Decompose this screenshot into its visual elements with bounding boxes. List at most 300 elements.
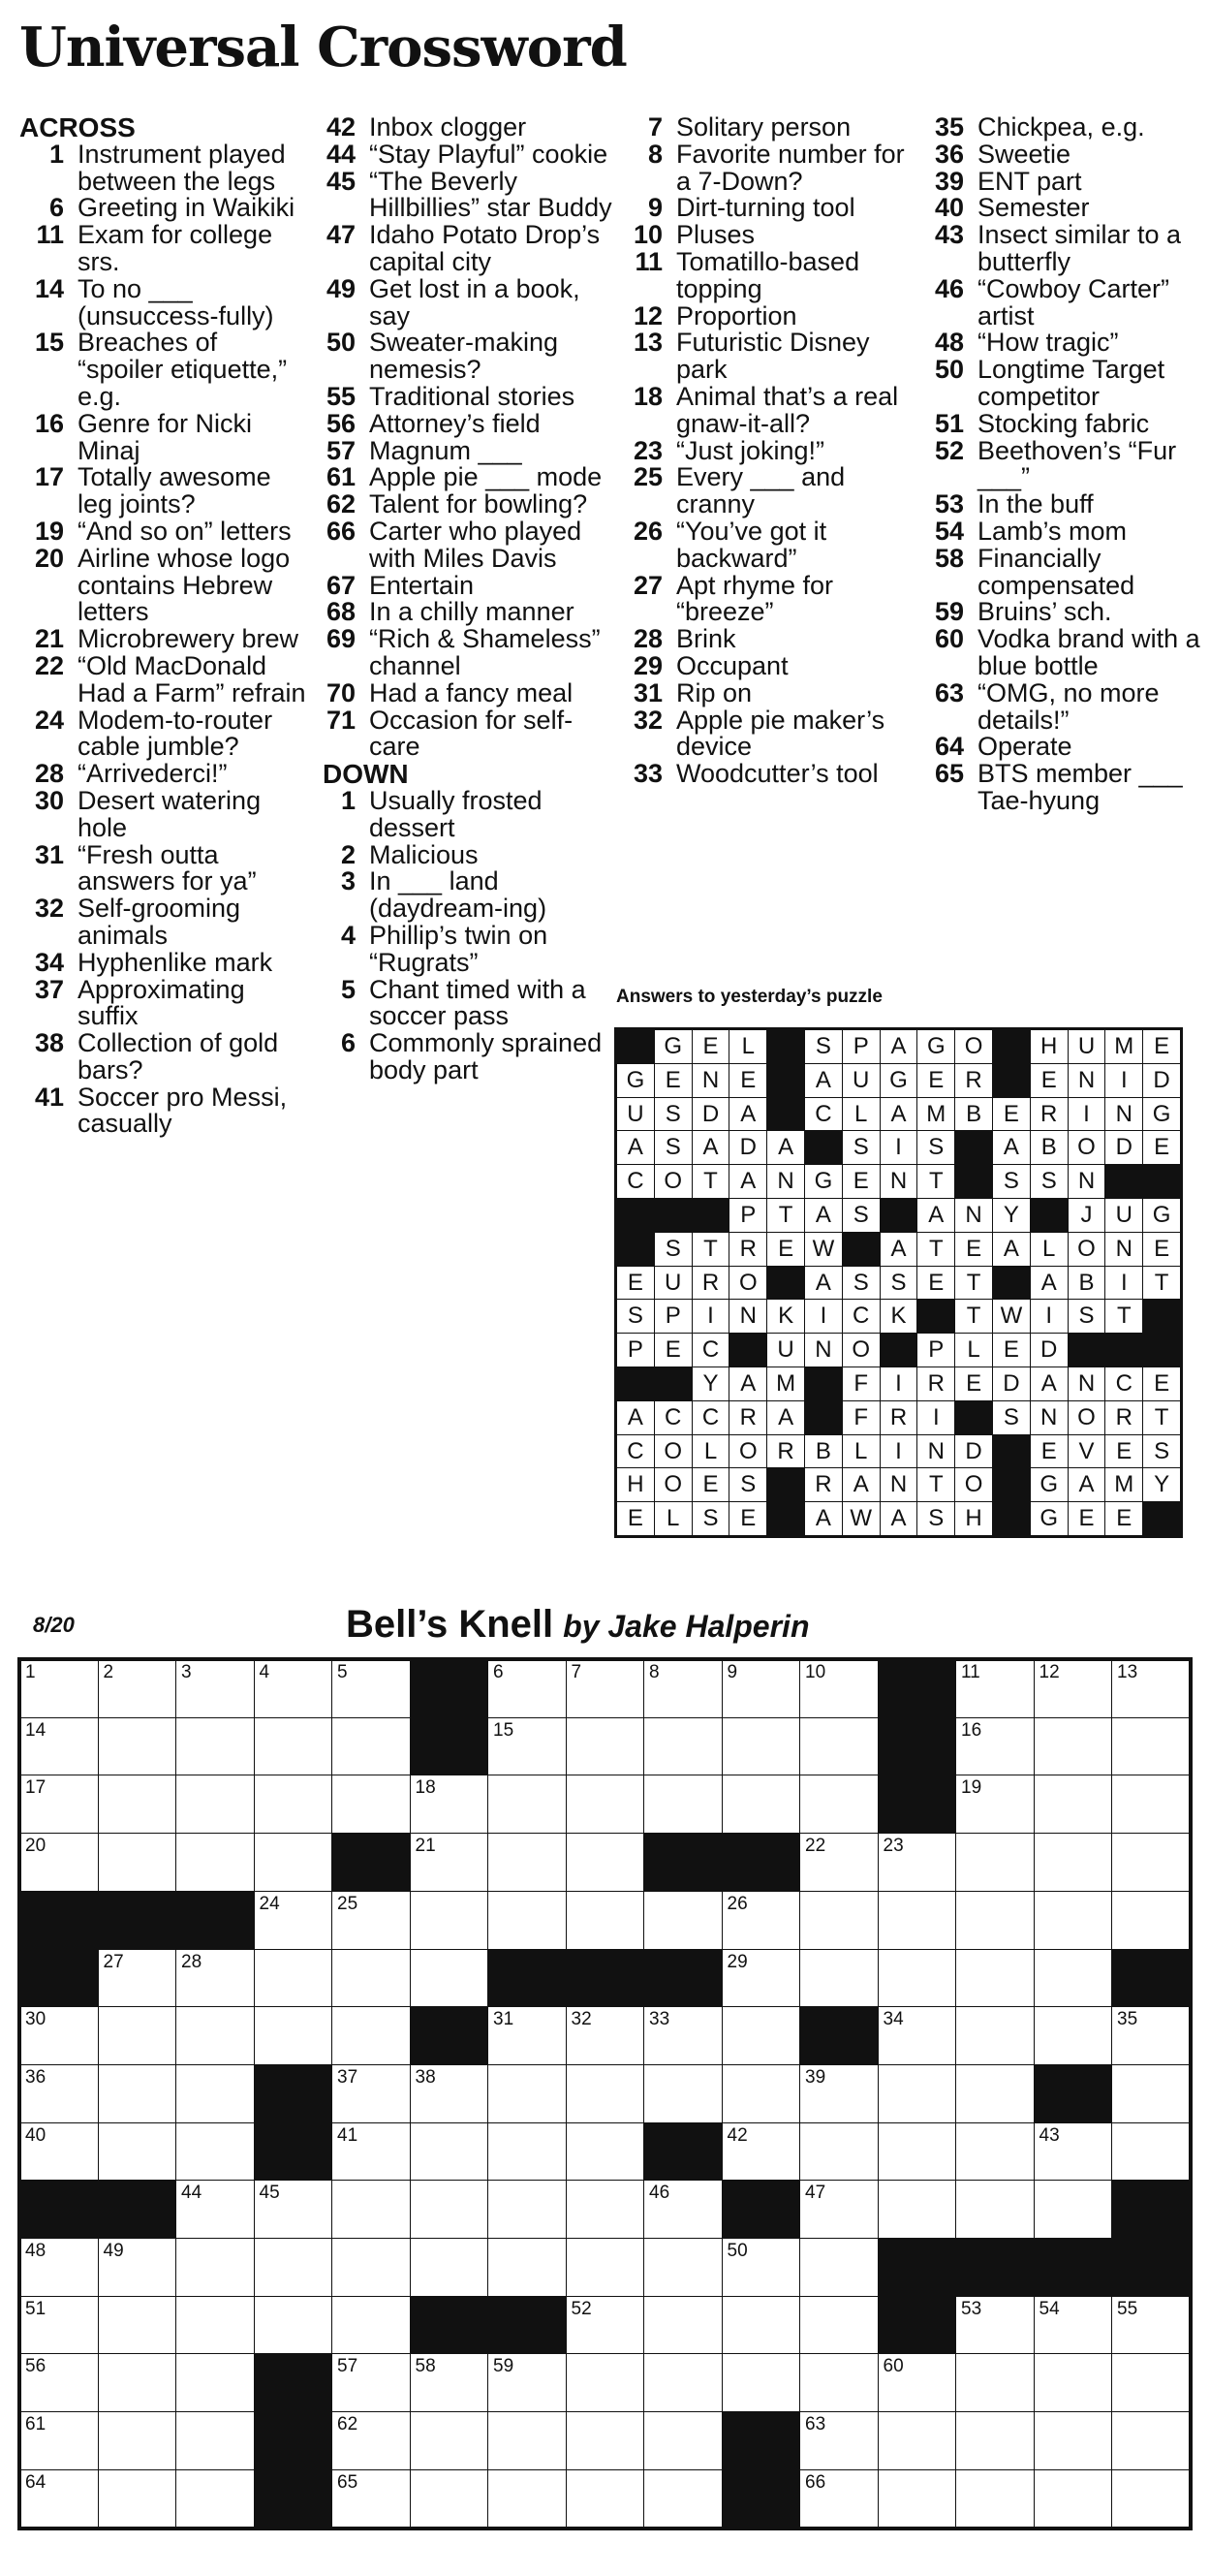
grid-cell[interactable] [254,1717,333,1776]
grid-cell[interactable] [254,2006,333,2065]
answer-cell: R [766,1434,805,1469]
clue-text: “OMG, no more details!” [977,677,1160,735]
grid-cell[interactable] [1111,2006,1191,2065]
grid-cell[interactable] [98,1833,177,1892]
grid-cell[interactable] [955,1891,1035,1950]
grid-cell[interactable] [566,2353,645,2412]
puzzle-byline: by Jake Halperin [563,1609,810,1644]
grid-cell[interactable] [722,1659,801,1718]
grid-cell[interactable] [487,2353,567,2412]
grid-cell[interactable] [487,2122,567,2182]
grid-cell[interactable] [98,2411,177,2470]
grid-cell[interactable] [254,1659,333,1718]
grid-block [254,2469,333,2529]
grid-cell[interactable] [1034,2122,1113,2182]
grid-cell[interactable] [331,1659,411,1718]
clue-down-53 [931,491,1207,518]
answer-cell: U [616,1097,655,1132]
clue-down-13 [630,330,920,384]
grid-cell[interactable] [566,2296,645,2355]
grid-cell[interactable] [722,2353,801,2412]
grid-cell[interactable] [1034,2469,1113,2529]
grid-cell[interactable] [19,2122,99,2182]
answer-block [766,1467,805,1502]
grid-cell[interactable] [487,2006,567,2065]
answer-cell: N [1104,1097,1143,1132]
grid-cell[interactable] [955,1833,1035,1892]
cell-number: 62 [337,2414,358,2435]
answer-cell: S [1068,1299,1106,1334]
grid-cell[interactable] [955,2469,1035,2529]
grid-cell[interactable] [175,2353,255,2412]
grid-cell[interactable] [1034,2006,1113,2065]
answer-cell: E [654,1063,693,1098]
grid-cell[interactable] [799,2238,879,2297]
grid-cell[interactable] [955,2006,1035,2065]
grid-cell[interactable] [331,1949,411,2008]
grid-cell[interactable] [1111,2296,1191,2355]
grid-cell[interactable] [331,1717,411,1776]
clue-number: 1 [48,139,64,169]
grid-cell[interactable] [643,2411,723,2470]
grid-cell[interactable] [799,2296,879,2355]
answer-cell: M [1104,1467,1143,1502]
cell-number: 21 [415,1836,436,1857]
answer-cell: Y [692,1367,730,1401]
grid-cell[interactable] [878,2006,957,2065]
grid-cell[interactable] [566,2122,645,2182]
cell-number: 38 [415,2066,436,2088]
grid-cell[interactable] [799,1659,879,1718]
grid-cell[interactable] [799,1717,879,1776]
answer-cell: C [1104,1367,1143,1401]
answer-block [992,1467,1031,1502]
grid-cell[interactable] [254,1949,333,2008]
grid-cell[interactable] [487,1717,567,1776]
grid-cell[interactable] [487,1891,567,1950]
grid-cell[interactable] [799,2064,879,2123]
clue-down-54 [931,518,1207,546]
grid-cell[interactable] [1111,1717,1191,1776]
grid-cell[interactable] [98,1949,177,2008]
grid-cell[interactable] [98,2238,177,2297]
grid-cell[interactable] [722,2122,801,2182]
clue-number: 57 [326,435,356,465]
grid-block [19,1949,99,2008]
grid-cell[interactable] [566,1891,645,1950]
grid-cell[interactable] [799,1891,879,1950]
grid-cell[interactable] [799,1775,879,1834]
clue-text: Chant timed with a soccer pass [369,974,586,1031]
grid-cell[interactable] [19,2353,99,2412]
grid-cell[interactable] [19,2006,99,2065]
clue-number: 58 [934,543,964,573]
grid-cell[interactable] [878,2411,957,2470]
grid-cell[interactable] [955,2064,1035,2123]
grid-cell[interactable] [643,1659,723,1718]
clue-across-49 [323,273,613,330]
grid-cell[interactable] [799,1833,879,1892]
grid-cell[interactable] [175,2411,255,2470]
cell-number: 18 [415,1777,436,1799]
grid-cell[interactable] [878,1949,957,2008]
grid-cell[interactable] [175,2064,255,2123]
cell-number: 29 [727,1951,748,1972]
clue-number: 64 [934,732,964,762]
grid-cell[interactable] [1111,2064,1191,2123]
answer-cell: S [842,1130,881,1165]
answer-cell: G [916,1029,955,1064]
grid-cell[interactable] [98,2469,177,2529]
clue-text: “And so on” letters [78,516,292,546]
grid-cell[interactable] [175,1949,255,2008]
answer-block [766,1097,805,1132]
grid-cell[interactable] [19,1717,99,1776]
grid-cell[interactable] [643,2469,723,2529]
grid-cell[interactable] [955,2180,1035,2239]
answer-cell: O [654,1164,693,1199]
grid-cell[interactable] [955,2353,1035,2412]
grid-cell[interactable] [98,1659,177,1718]
cell-number: 30 [25,2009,47,2030]
clue-number: 27 [633,570,663,600]
answer-cell: A [616,1400,655,1435]
grid-cell[interactable] [566,2469,645,2529]
clue-text: Beethoven’s “Fur ___” [977,435,1177,492]
answer-cell: K [766,1299,805,1334]
clue-number: 68 [326,597,356,627]
grid-cell[interactable] [487,2180,567,2239]
grid-cell[interactable] [955,1949,1035,2008]
grid-cell[interactable] [1111,1833,1191,1892]
grid-cell[interactable] [1034,1833,1113,1892]
grid-cell[interactable] [331,2411,411,2470]
grid-cell[interactable] [98,2296,177,2355]
answer-cell: S [692,1501,730,1536]
grid-cell[interactable] [331,2238,411,2297]
grid-cell[interactable] [331,2296,411,2355]
answer-block [1142,1501,1181,1536]
cell-number: 59 [493,2356,514,2377]
grid-cell[interactable] [566,1833,645,1892]
clue-text: Tomatillo-based topping [676,246,860,303]
grid-cell[interactable] [1034,1775,1113,1834]
answer-cell: B [1068,1266,1106,1301]
grid-cell[interactable] [643,1891,723,1950]
clue-text: Lamb’s mom [977,516,1128,546]
grid-cell[interactable] [566,2238,645,2297]
clue-text: Insect similar to a butterfly [977,220,1182,276]
grid-cell[interactable] [643,2006,723,2065]
grid-cell[interactable] [643,2353,723,2412]
grid-cell[interactable] [98,2064,177,2123]
grid-cell[interactable] [331,2353,411,2412]
grid-cell[interactable] [1034,1891,1113,1950]
cell-number: 41 [337,2124,358,2146]
grid-cell[interactable] [799,2122,879,2182]
grid-cell[interactable] [487,2469,567,2529]
grid-cell[interactable] [643,2064,723,2123]
clue-number: 67 [326,570,356,600]
grid-cell[interactable] [254,2180,333,2239]
grid-cell[interactable] [331,2064,411,2123]
answer-cell: I [1104,1266,1143,1301]
grid-cell[interactable] [799,1949,879,2008]
grid-cell[interactable] [1111,2122,1191,2182]
grid-cell[interactable] [955,2122,1035,2182]
clue-text: Desert watering hole [78,785,262,842]
clue-across-42 [323,114,613,141]
grid-cell[interactable] [98,2122,177,2182]
grid-cell[interactable] [175,1833,255,1892]
grid-cell[interactable] [254,1833,333,1892]
grid-cell[interactable] [878,2180,957,2239]
clue-across-1 [19,141,310,196]
grid-cell[interactable] [1034,2353,1113,2412]
grid-cell[interactable] [19,2469,99,2529]
grid-cell[interactable] [643,2180,723,2239]
grid-cell[interactable] [175,2006,255,2065]
grid-cell[interactable] [410,2064,489,2123]
grid-cell[interactable] [331,2469,411,2529]
grid-cell[interactable] [19,2064,99,2123]
answer-cell: C [842,1299,881,1334]
grid-cell[interactable] [410,2469,489,2529]
clue-text: Apple pie maker’s device [676,705,885,762]
grid-cell[interactable] [175,2122,255,2182]
grid-cell[interactable] [175,2469,255,2529]
clue-number: 9 [647,193,663,223]
grid-cell[interactable] [722,1949,801,2008]
grid-cell[interactable] [19,1775,99,1834]
clue-text: Magnum ___ [369,435,522,465]
grid-cell[interactable] [331,2180,411,2239]
grid-cell[interactable] [799,2411,879,2470]
grid-block [254,2353,333,2412]
clue-text: “Old MacDonald Had a Farm” refrain [78,650,306,707]
grid-cell[interactable] [487,2064,567,2123]
grid-cell[interactable] [331,2006,411,2065]
grid-cell[interactable] [1111,1775,1191,1834]
clue-down-63 [931,677,1207,735]
grid-cell[interactable] [722,2064,801,2123]
grid-cell[interactable] [175,2296,255,2355]
grid-cell[interactable] [955,2296,1035,2355]
cell-number: 60 [883,2356,904,2377]
grid-cell[interactable] [799,2469,879,2529]
grid-cell[interactable] [175,2238,255,2297]
grid-cell[interactable] [799,2180,879,2239]
clue-down-40 [931,195,1207,222]
answer-cell: I [1104,1063,1143,1098]
clue-down-59 [931,599,1207,626]
clue-number: 47 [326,220,356,250]
grid-cell[interactable] [254,1891,333,1950]
grid-cell[interactable] [19,1659,99,1718]
clue-down-4 [323,920,613,977]
grid-cell[interactable] [955,2411,1035,2470]
grid-cell[interactable] [254,1775,333,1834]
clue-text: “You’ve got it backward” [676,516,827,573]
grid-cell[interactable] [878,2469,957,2529]
grid-cell[interactable] [643,1775,723,1834]
grid-cell[interactable] [878,2064,957,2123]
clue-number: 2 [340,839,356,869]
answer-cell: H [616,1467,655,1502]
grid-cell[interactable] [1111,2411,1191,2470]
answer-cell: G [1142,1097,1181,1132]
answer-cell: B [1030,1130,1069,1165]
grid-cell[interactable] [1111,1659,1191,1718]
grid-cell[interactable] [878,2353,957,2412]
clue-number: 20 [34,543,64,573]
grid-cell[interactable] [175,2180,255,2239]
grid-cell[interactable] [487,1659,567,1718]
clue-number: 66 [326,516,356,546]
grid-cell[interactable] [1034,1949,1113,2008]
grid-block [643,1833,723,1892]
clue-across-32 [19,895,310,950]
clue-text: Approximating suffix [78,974,245,1031]
grid-cell[interactable] [331,2122,411,2182]
grid-cell[interactable] [410,2411,489,2470]
grid-cell[interactable] [566,1717,645,1776]
grid-cell[interactable] [1034,1717,1113,1776]
clue-across-68 [323,599,613,626]
grid-cell[interactable] [331,1891,411,1950]
grid-cell[interactable] [254,2296,333,2355]
grid-cell[interactable] [566,2006,645,2065]
grid-cell[interactable] [410,1775,489,1834]
answer-block [1030,1198,1069,1233]
cell-number: 6 [493,1662,504,1682]
grid-cell[interactable] [1111,2469,1191,2529]
grid-cell[interactable] [955,1717,1035,1776]
answer-cell: E [992,1097,1031,1132]
grid-cell[interactable] [1034,2411,1113,2470]
grid-cell[interactable] [254,2238,333,2297]
grid-cell[interactable] [410,1833,489,1892]
clue-down-32 [630,707,920,762]
grid-cell[interactable] [722,2296,801,2355]
grid-cell[interactable] [722,1891,801,1950]
grid-cell[interactable] [175,1659,255,1718]
grid-cell[interactable] [566,2411,645,2470]
grid-cell[interactable] [643,2296,723,2355]
grid-cell[interactable] [878,2122,957,2182]
answer-cell: H [954,1501,993,1536]
grid-cell[interactable] [799,2353,879,2412]
clue-down-65 [931,761,1207,815]
answer-cell: S [804,1029,843,1064]
answer-cell: N [804,1333,843,1367]
answer-cell: A [804,1266,843,1301]
grid-block [1111,2180,1191,2239]
grid-cell[interactable] [955,1659,1035,1718]
clue-number: 16 [34,408,64,438]
grid-cell[interactable] [722,2006,801,2065]
grid-cell[interactable] [410,2122,489,2182]
grid-cell[interactable] [487,2411,567,2470]
answer-cell: E [1104,1434,1143,1469]
clue-down-7 [630,114,920,141]
grid-cell[interactable] [98,1775,177,1834]
grid-cell[interactable] [955,1775,1035,1834]
cell-number: 44 [181,2183,202,2204]
answer-cell: N [1068,1164,1106,1199]
grid-cell[interactable] [19,1833,99,1892]
grid-cell[interactable] [566,2064,645,2123]
grid-block [643,2122,723,2182]
answer-cell: I [804,1299,843,1334]
grid-cell[interactable] [1034,2180,1113,2239]
grid-cell[interactable] [487,1775,567,1834]
grid-cell[interactable] [1111,2353,1191,2412]
grid-cell[interactable] [410,2353,489,2412]
grid-cell[interactable] [19,2238,99,2297]
grid-cell[interactable] [566,1775,645,1834]
answer-cell: N [692,1063,730,1098]
grid-cell[interactable] [1034,2296,1113,2355]
grid-cell[interactable] [175,1717,255,1776]
grid-cell[interactable] [19,2296,99,2355]
answer-cell: A [804,1501,843,1536]
clue-across-47 [323,222,613,276]
grid-cell[interactable] [487,1833,567,1892]
grid-cell[interactable] [878,1891,957,1950]
grid-block [19,2180,99,2239]
clue-text: In ___ land (daydream-ing) [369,866,547,924]
grid-block [722,2411,801,2470]
grid-cell[interactable] [410,2180,489,2239]
cell-number: 43 [1039,2124,1060,2146]
clue-text: Totally awesome leg joints? [78,462,271,519]
grid-cell[interactable] [722,1775,801,1834]
clue-number: 10 [633,220,663,250]
grid-cell[interactable] [487,2238,567,2297]
grid-cell[interactable] [98,2006,177,2065]
grid-cell[interactable] [566,1659,645,1718]
answer-cell: T [916,1467,955,1502]
grid-cell[interactable] [643,2238,723,2297]
grid-cell[interactable] [410,2238,489,2297]
grid-cell[interactable] [410,1891,489,1950]
cell-number: 24 [259,1893,280,1914]
clue-down-39 [931,166,1207,196]
answer-cell: C [616,1434,655,1469]
grid-cell[interactable] [1111,1891,1191,1950]
cell-number: 31 [493,2009,514,2030]
answer-cell: L [729,1029,767,1064]
grid-cell[interactable] [566,2180,645,2239]
grid-cell[interactable] [98,2353,177,2412]
answer-cell: O [842,1333,881,1367]
grid-cell[interactable] [878,1833,957,1892]
grid-cell[interactable] [1034,1659,1113,1718]
grid-cell[interactable] [722,2238,801,2297]
clue-text: Inbox clogger [369,112,527,141]
clue-text: BTS member ___ Tae-hyung [977,759,1183,815]
grid-cell[interactable] [410,1949,489,2008]
grid-cell[interactable] [331,1775,411,1834]
grid-cell[interactable] [98,1717,177,1776]
clue-down-11 [630,246,920,303]
grid-cell[interactable] [643,1717,723,1776]
answer-cell: N [1068,1063,1106,1098]
grid-cell[interactable] [722,1717,801,1776]
grid-cell[interactable] [175,1775,255,1834]
grid-cell[interactable] [19,2411,99,2470]
